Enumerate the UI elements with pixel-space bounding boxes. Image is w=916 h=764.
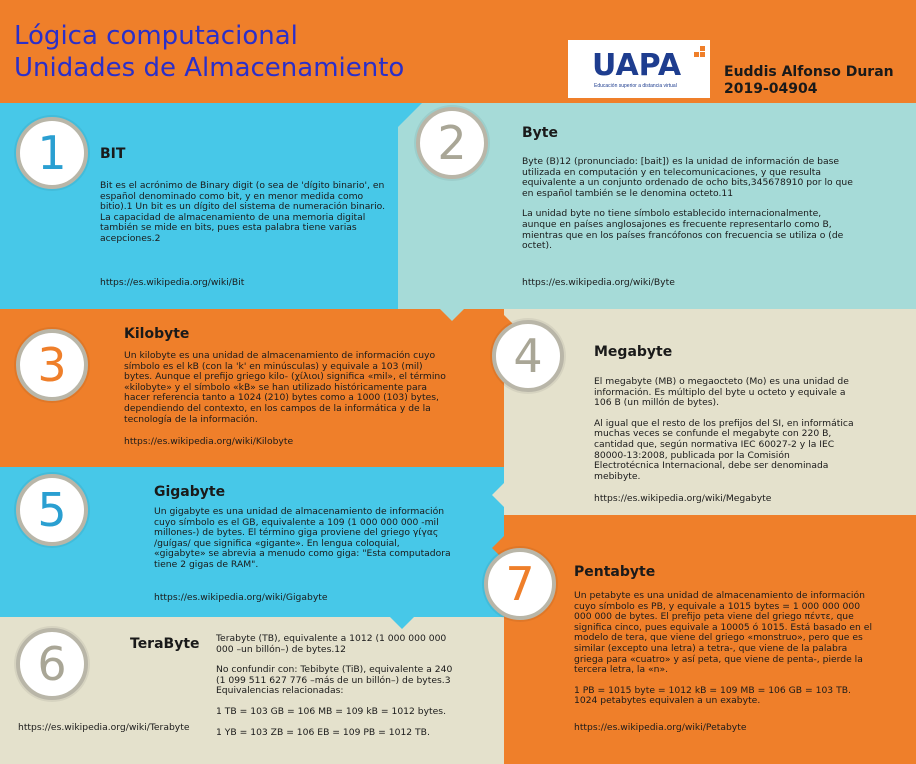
uapa-logo (568, 40, 710, 98)
section-4-text (594, 377, 854, 492)
section-1-pointer (398, 103, 422, 127)
section-2-text (522, 157, 854, 262)
header-banner (0, 0, 916, 103)
section-5-number-circle (16, 474, 88, 546)
section-6-number-circle (16, 628, 88, 700)
section-1-paragraph: Bit es el acrónimo de Binary digit (o sea de 'dígito binario', en español denominado como bit, y en menor medida como bitio).1 Un bit es un dígito del sistema de numeración binario. La capacidad de almacenamiento de una memoria digital también se mide en bits, pues esta palabra tiene varias acepciones.2 (100, 180, 386, 244)
section-5-title: Gigabyte (154, 484, 226, 500)
section-6-paragraph: No confundir con: Tebibyte (TiB), equivalente a 240 (1 099 511 627 776 –más de un billón–) de bytes.3 Equivalencias relacionadas: (216, 664, 453, 697)
section-6-text (216, 634, 456, 748)
section-7-title: Pentabyte (574, 564, 656, 580)
section-5-pointer (390, 617, 414, 629)
section-7-text (574, 591, 874, 717)
section-6-title: TeraByte (130, 636, 200, 652)
section-3-link[interactable]: https://es.wikipedia.org/wiki/Kilobyte (124, 436, 294, 447)
section-5-link[interactable]: https://es.wikipedia.org/wiki/Gigabyte (154, 592, 328, 603)
section-3-number-circle (16, 329, 88, 401)
section-5-paragraph: Un gigabyte es una unidad de almacenamiento de información cuyo símbolo es el GB, equivalente a 109 (1 000 000 000 -mil millones-) de bytes. El término giga proviene del griego γίγας /guígas/ que significa «gigante». En lengua coloquial, «gigabyte» se abrevia a menudo como giga: "Esta computadora tiene 2 gigas de RAM". (154, 506, 451, 570)
section-2-title: Byte (522, 125, 558, 141)
section-4-pointer (492, 483, 504, 507)
section-6-paragraph: 1 TB = 103 GB = 106 MB = 109 kB = 1012 bytes. (216, 705, 447, 717)
section-7-number: 7 (505, 557, 535, 611)
section-3-number: 3 (37, 338, 67, 392)
section-3-paragraph: Un kilobyte es una unidad de almacenamiento de información cuyo símbolo es el kB (con la 'k' en minúsculas) y equivale a 103 (mil) bytes. Aunque el prefijo griego kilo- (χίλιοι) significa «mil», el término «kilobyte» y el símbolo «kB» se han utilizado históricamente para hacer referencia tanto a 1024 (210) bytes como a 1000 (103) bytes, dependiendo del contexto, en los campos de la informática y de la tecnología de la información. (124, 350, 446, 425)
section-4-title: Megabyte (594, 344, 673, 360)
section-7-number-circle (484, 548, 556, 620)
section-1-number: 1 (37, 126, 67, 180)
section-1-title: BIT (100, 146, 126, 162)
section-2-paragraph: La unidad byte no tiene símbolo establecido internacionalmente, aunque en países anglosajones es frecuente representarlo como B, mientras que en los países francófonos con frecuencia se utiliza o (de octet). (522, 208, 844, 252)
section-4-paragraph: El megabyte (MB) o megaocteto (Mo) es una unidad de información. Es múltiplo del byte u octeto y equivale a 106 B (un millón de bytes). (594, 376, 849, 409)
author-block (724, 64, 894, 98)
author-name: Euddis Alfonso Duran (724, 64, 894, 80)
section-1-text (100, 181, 392, 255)
section-7-paragraph: Un petabyte es una unidad de almacenamiento de información cuyo símbolo es PB, y equivale a 1015 bytes = 1 000 000 000 000 000 de bytes. El prefijo peta viene del griego πέντε, que significa cinco, pues equivale a 10005 ó 1015. Está basado en el modelo de tera, que viene del griego «monstruo», pero que es similar (excepto una letra) a tetra-, que viene de la palabra griega para «cuatro» y así peta, que viene de penta-, pierde la tercera letra, la «n». (574, 590, 873, 676)
section-4-number-circle (492, 320, 564, 392)
section-7-paragraph: 1 PB = 1015 byte = 1012 kB = 109 MB = 106 GB = 103 TB. 1024 petabytes equivalen a un exabyte. (574, 684, 851, 707)
section-6-link[interactable]: https://es.wikipedia.org/wiki/Terabyte (18, 722, 190, 733)
section-2-number-circle (416, 107, 488, 179)
title-line-2: Unidades de Almacenamiento (14, 53, 405, 83)
section-5-number: 5 (37, 483, 67, 537)
section-1-number-circle (16, 117, 88, 189)
section-2-paragraph: Byte (B)12 (pronunciado: [bait]) es la unidad de información de base utilizada en computación y en telecomunicaciones, y que resulta equivalente a un conjunto ordenado de ocho bits,345678910 por lo que en español también se le denomina octeto.11 (522, 156, 853, 199)
author-id: 2019-04904 (724, 81, 818, 97)
section-2-number: 2 (437, 116, 467, 170)
section-4-number: 4 (513, 329, 543, 383)
section-4-paragraph: Al igual que el resto de los prefijos del SI, en informática muchas veces se confunde el megabyte con 220 B, cantidad que, según normativa IEC 60027-2 y la IEC 80000-13:2008, publicada por la Comisión Electrotécnica Internacional, debe ser denominada mebibyte. (594, 417, 854, 482)
section-1-link[interactable]: https://es.wikipedia.org/wiki/Bit (100, 277, 245, 288)
section-7-link[interactable]: https://es.wikipedia.org/wiki/Petabyte (574, 722, 747, 733)
title-line-1: Lógica computacional (14, 21, 298, 51)
logo-tagline: Educación superior a distancia virtual (594, 83, 677, 89)
logo-wordmark: UAPA (592, 48, 682, 83)
section-3-text (124, 351, 446, 435)
section-6-number: 6 (37, 637, 67, 691)
page-title (14, 20, 404, 84)
section-6-paragraph: Terabyte (TB), equivalente a 1012 (1 000 000 000 000 –un billón–) de bytes.12 (216, 633, 447, 655)
section-6-paragraph: 1 YB = 103 ZB = 106 EB = 109 PB = 1012 TB. (216, 726, 430, 738)
section-2-pointer (440, 309, 464, 321)
section-3-title: Kilobyte (124, 326, 190, 342)
section-4-link[interactable]: https://es.wikipedia.org/wiki/Megabyte (594, 493, 772, 504)
section-2-link[interactable]: https://es.wikipedia.org/wiki/Byte (522, 277, 675, 288)
section-5-text (154, 507, 454, 581)
